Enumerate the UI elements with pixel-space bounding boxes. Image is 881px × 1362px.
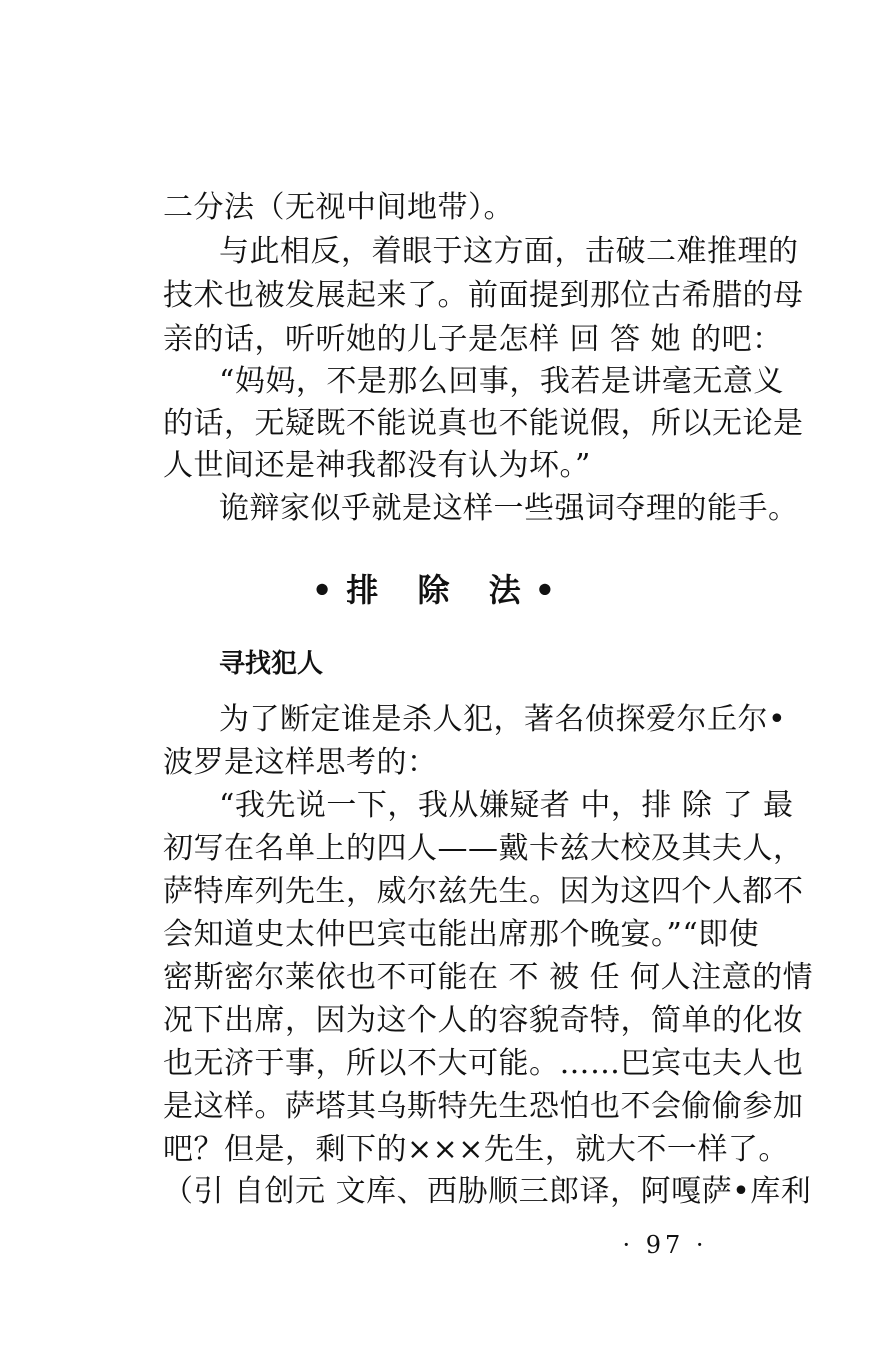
page-number: · 97 · — [622, 1231, 708, 1259]
text-line: 诡辩家似乎就是这样一些强词夺理的能手。 — [219, 491, 799, 526]
text-line: “我先说一下，我从嫌疑者 中，排 除 了 最 — [219, 788, 794, 823]
text-line: 二分法（无视中间地带）。 — [163, 190, 514, 225]
subsection-heading: 寻找犯人 — [219, 649, 324, 679]
text-line: 会知道史太仲巴宾屯能出席那个晚宴。”“即使 — [163, 917, 760, 952]
text-line: 况下出席，因为这个人的容貌奇特，简单的化妆 — [163, 1003, 804, 1038]
text-line: 为了断定谁是杀人犯，著名侦探爱尔丘尔• — [219, 702, 787, 737]
text-line: 与此相反，着眼于这方面，击破二难推理的 — [219, 234, 799, 269]
text-line: 初写在名单上的四人——戴卡兹大校及其夫人， — [163, 831, 804, 866]
text-line: 波罗是这样思考的： — [163, 745, 438, 780]
section-heading: •排 除 法• — [311, 571, 570, 609]
text-line: 也无济于事，所以不大可能。……巴宾屯夫人也 — [163, 1046, 804, 1081]
text-line: （引 自创元 文库、西胁顺三郎译，阿嘎萨•库利 — [163, 1174, 812, 1209]
text-line: “妈妈，不是那么回事，我若是讲毫无意义 — [219, 364, 784, 399]
text-line: 人世间还是神我都没有认为坏。” — [163, 448, 591, 483]
text-line: 吧？但是，剩下的×××先生，就大不一样了。 — [163, 1132, 789, 1167]
text-line: 是这样。萨塔其乌斯特先生恐怕也不会偷偷参加 — [163, 1089, 804, 1124]
text-line: 技术也被发展起来了。前面提到那位古希腊的母 — [163, 278, 804, 313]
text-line: 亲的话，听听她的儿子是怎样 回 答 她 的吧： — [163, 322, 783, 357]
text-line: 萨特库列先生，威尔兹先生。因为这四个人都不 — [163, 874, 804, 909]
text-line: 密斯密尔莱依也不可能在 不 被 任 何人注意的情 — [163, 960, 814, 995]
text-line: 的话，无疑既不能说真也不能说假，所以无论是 — [163, 406, 804, 441]
